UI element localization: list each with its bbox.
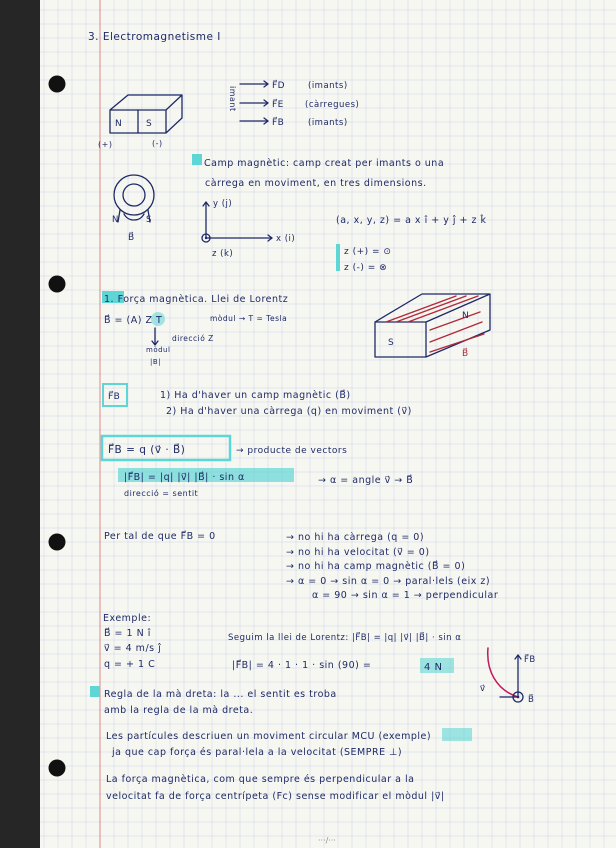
- diagram-b-label: B⃗: [528, 695, 535, 705]
- alpha-definition: → α = angle v⃗ → B⃗: [318, 475, 414, 486]
- magnet-n-label: N: [115, 119, 123, 129]
- rule-line2: amb la regla de la mà dreta.: [104, 705, 254, 716]
- example-calc: |F⃗B| = 4 · 1 · 1 · sin (90) =: [232, 660, 372, 671]
- b-modulus-note: mòdul → T = Tesla: [210, 314, 288, 323]
- z-plus-note: z (+) = ⊙: [344, 247, 392, 257]
- ring-s-label: S: [146, 215, 152, 225]
- magnet-s-label: S: [146, 119, 153, 129]
- condition-item: → α = 0 → sin α = 0 → paral·lels (eix z): [286, 576, 491, 587]
- b-direction-note: direcció Z: [172, 334, 214, 343]
- section1-title: 1. Força magnètica. Llei de Lorentz: [104, 294, 289, 305]
- page-footer: ···/···: [318, 836, 336, 845]
- box-n-label: N: [462, 311, 470, 321]
- highlight-bar: [442, 728, 472, 741]
- page-title: 3. Electromagnetisme I: [88, 31, 221, 43]
- lorentz-modulus: |F⃗B| = |q| |v⃗| |B⃗| · sin α: [124, 472, 245, 483]
- vector-equation: (a, x, y, z) = a x î + y ĵ + z k̂: [336, 215, 487, 226]
- fb-label: F⃗B: [108, 392, 121, 402]
- mcu-line1: Les partícules descriuen un moviment circular MCU (exemple): [106, 731, 432, 742]
- y-axis-label: y (j): [213, 199, 233, 209]
- camp-definition-line2: càrrega en moviment, en tres dimensions.: [205, 178, 427, 189]
- b-sub1: mòdul: [146, 346, 171, 354]
- example-b: B⃗ = 1 N î: [104, 628, 151, 639]
- z-minus-note: z (-) = ⊗: [344, 263, 388, 273]
- source-note: (imants): [308, 118, 348, 128]
- condition-item: → no hi ha camp magnètic (B⃗ = 0): [286, 561, 466, 572]
- x-axis-label: x (i): [276, 234, 296, 244]
- fb-item: 2) Ha d'haver una càrrega (q) en moviment (v⃗): [166, 406, 412, 417]
- source-note: (càrregues): [305, 100, 360, 110]
- conditions-lead: Per tal de que F⃗B = 0: [104, 531, 216, 542]
- binder-hole: [49, 760, 66, 777]
- force-label: F⃗E: [272, 100, 284, 110]
- force-label: F⃗B: [272, 118, 285, 128]
- highlight-marker: [90, 686, 100, 697]
- condition-item: → no hi ha velocitat (v⃗ = 0): [286, 547, 430, 558]
- diagram-fb-label: F⃗B: [524, 655, 536, 665]
- example-v: v⃗ = 4 m/s ĵ: [104, 643, 162, 654]
- b-formula: B⃗ = (A) Z T: [104, 315, 163, 326]
- lorentz-direction: direcció = sentit: [124, 489, 199, 498]
- b-sub2: |B|: [150, 358, 162, 366]
- binder-hole: [49, 76, 66, 93]
- mcu-line2: ja que cap força és paral·lela a la velocitat (SEMPRE ⊥): [112, 747, 403, 758]
- ring-n-label: N: [112, 215, 119, 225]
- binder-hole: [49, 276, 66, 293]
- box-b-label: B⃗: [462, 349, 469, 359]
- example-q: q = + 1 C: [104, 659, 156, 670]
- diagram-v-label: v⃗: [480, 684, 486, 694]
- condition-item: α = 90 → sin α = 1 → perpendicular: [312, 590, 499, 601]
- force-label: F⃗D: [272, 81, 286, 91]
- source-note: (imants): [308, 81, 348, 91]
- example-result: 4 N: [424, 662, 443, 673]
- lorentz-formula: F⃗B = q (v⃗ · B⃗): [108, 444, 186, 456]
- box-s-label: S: [388, 338, 395, 348]
- example-lorentz: Seguim la llei de Lorentz: |F⃗B| = |q| |v⃗| |B⃗| · sin α: [228, 633, 462, 643]
- final-line1: La força magnètica, com que sempre és perpendicular a la: [106, 774, 415, 785]
- lorentz-formula-note: → producte de vectors: [236, 446, 348, 456]
- binder-hole: [49, 534, 66, 551]
- condition-item: → no hi ha càrrega (q = 0): [286, 532, 425, 543]
- highlight-marker: [192, 154, 202, 165]
- fb-item: 1) Ha d'haver un camp magnètic (B⃗): [160, 390, 351, 401]
- source-label: imant: [228, 86, 237, 112]
- final-line2: velocitat fa de força centrípeta (Fc) sense modificar el mòdul |v⃗|: [106, 791, 445, 802]
- z-axis-label: z (k): [212, 249, 234, 259]
- ring-b-label: B⃗: [128, 233, 135, 243]
- magnet-plus-label: (+): [98, 140, 113, 149]
- example-title: Exemple:: [103, 613, 152, 624]
- camp-definition-line1: Camp magnètic: camp creat per imants o una: [204, 158, 445, 169]
- binder-edge: [0, 0, 40, 848]
- rule-line1: Regla de la mà dreta: la ... el sentit es troba: [104, 689, 337, 700]
- magnet-minus-label: (-): [152, 139, 163, 148]
- highlight-marker: [336, 244, 340, 271]
